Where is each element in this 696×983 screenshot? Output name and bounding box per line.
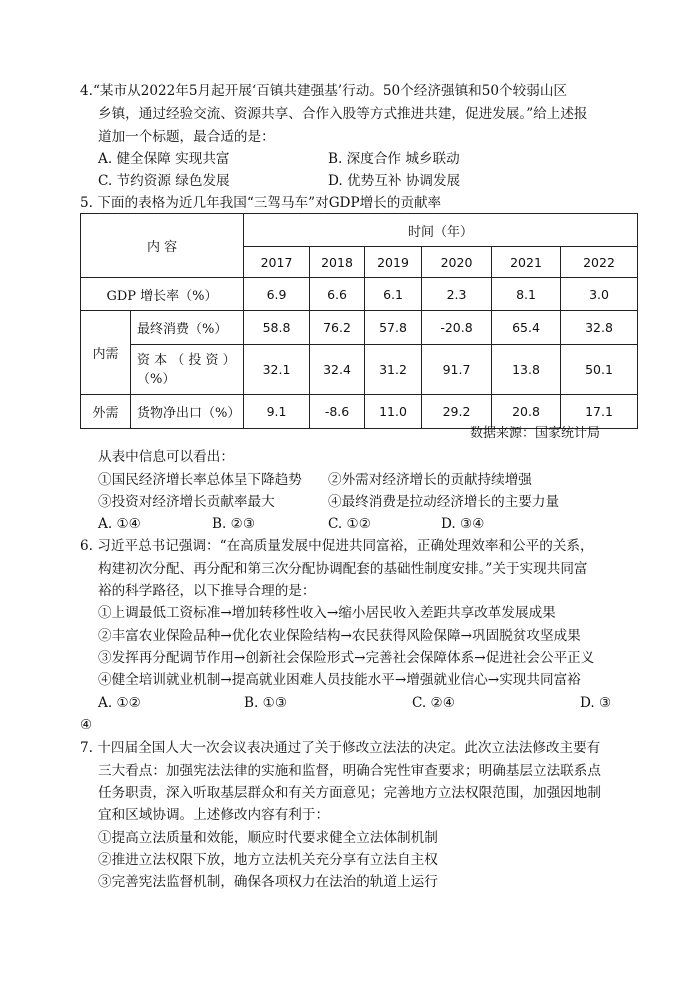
q6-option-d-wrap: ④ (80, 717, 93, 733)
gdp-cell: 6.6 (310, 278, 365, 311)
capital-cell: 91.7 (422, 345, 492, 395)
q6-stem-line-1: 6. 习近平总书记强调：“在高质量发展中促进共同富裕，正确处理效率和公平的关系， (80, 538, 594, 554)
gdp-cell: 2.3 (422, 278, 492, 311)
capital-row (81, 345, 638, 395)
export-cell: 11.0 (365, 395, 422, 429)
capital-cell: 32.1 (244, 345, 310, 395)
q7-statement-2: ②推进立法权限下放，地方立法机关充分享有立法自主权 (98, 852, 438, 868)
q5-statement-3: ③投资对经济增长贡献率最大 (98, 494, 275, 510)
q6-statement-3: ③发挥再分配调节作用→创新社会保险形式→完善社会保障体系→促进社会公平正义 (98, 650, 595, 666)
q5-statement-4: ④最终消费是拉动经济增长的主要力量 (328, 494, 560, 510)
year-cell: 2019 (365, 247, 422, 278)
year-cell: 2021 (492, 247, 561, 278)
q7-stem-line-2: 三大看点：加强宪法法律的实施和监督，明确合宪性审查要求；明确基层立法联系点 (98, 763, 601, 779)
q4-stem-line-2: 乡镇，通过经验交流、资源共享、合作入股等方式推进共建，促进发展。”给上述报 (98, 106, 588, 122)
capital-cell: 50.1 (561, 345, 638, 395)
consumption-cell: -20.8 (422, 311, 492, 345)
export-cell: -8.6 (310, 395, 365, 429)
gdp-cell: 8.1 (492, 278, 561, 311)
q5-statement-2: ②外需对经济增长的贡献持续增强 (328, 472, 532, 488)
q5-intro: 从表中信息可以看出： (98, 449, 234, 465)
q5-option-d: D. ③④ (441, 516, 485, 532)
export-cell: 9.1 (244, 395, 310, 429)
consumption-cell: 76.2 (310, 311, 365, 345)
q4-stem-line-1: 4.“某市从2022年5月起开展‘百镇共建强基’行动。50个经济强镇和50个较弱山区 (80, 83, 568, 99)
q5-option-c: C. ①② (328, 516, 371, 532)
q6-statement-4: ④健全培训就业机制→提高就业困难人员技能水平→增强就业信心→实现共同富裕 (98, 672, 581, 688)
export-cell: 17.1 (561, 395, 638, 429)
consumption-row (81, 311, 638, 345)
consumption-cell: 58.8 (244, 311, 310, 345)
q7-stem-line-4: 宜和区域协调。上述修改内容有利于： (98, 807, 330, 823)
capital-label (131, 345, 244, 395)
q6-statement-1: ①上调最低工资标准→增加转移性收入→缩小居民收入差距共享改革发展成果 (98, 605, 556, 621)
year-cell: 2020 (422, 247, 492, 278)
q6-option-a: A. ①② (98, 695, 141, 711)
q6-option-d: D. ③ (580, 695, 612, 711)
header-content: 内 容 (81, 214, 244, 278)
data-source: 数据来源：国家统计局 (470, 426, 601, 441)
export-cell: 29.2 (422, 395, 492, 429)
q6-stem-line-2: 构建初次分配、再分配和第三次分配协调配套的基础性制度安排。”关于实现共同富 (98, 561, 588, 577)
q6-stem-line-3: 裕的科学路径，以下推导合理的是： (98, 583, 316, 599)
q7-stem-line-3: 任务职责，深入听取基层群众和有关方面意见；完善地方立法权限范围，加强因地制 (98, 785, 601, 801)
capital-cell: 31.2 (365, 345, 422, 395)
q4-option-b: B. 深度合作 城乡联动 (328, 151, 460, 167)
consumption-cell: 57.8 (365, 311, 422, 345)
year-cell: 2017 (244, 247, 310, 278)
capital-label-line-1: 资 本 （ 投 资 ） (137, 352, 236, 368)
capital-label-line-2: （%） (137, 371, 176, 387)
consumption-cell: 32.8 (561, 311, 638, 345)
gdp-cell: 6.1 (365, 278, 422, 311)
q5-stem: 5. 下面的表格为近几年我国“三驾马车”对GDP增长的贡献率 (80, 195, 442, 211)
q4-option-c: C. 节约资源 绿色发展 (98, 173, 230, 189)
gdp-row (81, 278, 638, 311)
q6-statement-2: ②丰富农业保险品种→优化农业保险结构→农民获得风险保障→巩固脱贫攻坚成果 (98, 628, 581, 644)
q5-statement-1: ①国民经济增长率总体呈下降趋势 (98, 472, 302, 488)
q7-stem-line-1: 7. 十四届全国人大一次会议表决通过了关于修改立法法的决定。此次立法法修改主要有 (80, 740, 601, 756)
q6-option-b: B. ①③ (244, 695, 288, 711)
export-cell: 20.8 (492, 395, 561, 429)
gdp-cell: 6.9 (244, 278, 310, 311)
consumption-cell: 65.4 (492, 311, 561, 345)
gdp-label: GDP 增长率（%） (81, 278, 244, 311)
q4-option-d: D. 优势互补 协调发展 (328, 173, 461, 189)
year-cell: 2022 (561, 247, 638, 278)
capital-cell: 32.4 (310, 345, 365, 395)
q7-statement-1: ①提高立法质量和效能，顺应时代要求健全立法体制机制 (98, 830, 438, 846)
gdp-contribution-table (80, 213, 638, 429)
header-time: 时间（年） (244, 214, 638, 247)
gdp-cell: 3.0 (561, 278, 638, 311)
consumption-label: 最终消费（%） (131, 311, 244, 345)
q6-option-c: C. ②④ (412, 695, 455, 711)
q5-option-b: B. ②③ (212, 516, 256, 532)
q5-option-a: A. ①④ (98, 516, 141, 532)
q4-option-a: A. 健全保障 实现共富 (98, 151, 230, 167)
neixu-label: 内需 (81, 311, 131, 395)
capital-cell: 13.8 (492, 345, 561, 395)
q4-stem-line-3: 道加一个标题，最合适的是： (98, 129, 275, 145)
q7-statement-3: ③完善宪法监督机制，确保各项权力在法治的轨道上运行 (98, 874, 438, 890)
export-label: 货物净出口（%） (131, 395, 244, 429)
waixu-label: 外需 (81, 395, 131, 429)
year-cell: 2018 (310, 247, 365, 278)
